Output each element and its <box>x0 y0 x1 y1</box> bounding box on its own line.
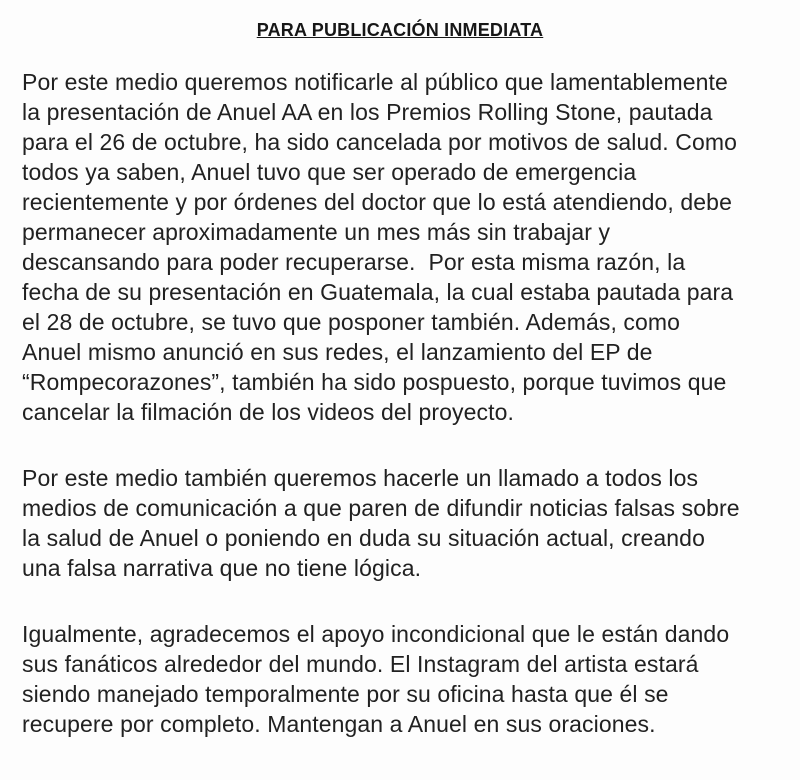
text-line: medios de comunicación a que paren de difundir noticias falsas sobre <box>22 495 740 521</box>
paragraph-cancellation <box>22 67 772 427</box>
document-body <box>0 41 800 739</box>
text-line: “Rompecorazones”, también ha sido pospuesto, porque tuvimos que <box>22 369 727 395</box>
text-line: permanecer aproximadamente un mes más sin trabajar y <box>22 219 611 245</box>
text-line: el 28 de octubre, se tuvo que posponer también. Además, como <box>22 309 681 335</box>
text-line: Igualmente, agradecemos el apoyo incondicional que le están dando <box>22 621 730 647</box>
paragraph-media-plea <box>22 463 772 583</box>
text-line: cancelar la filmación de los videos del proyecto. <box>22 399 514 425</box>
text-line: fecha de su presentación en Guatemala, la cual estaba pautada para <box>22 279 734 305</box>
text-line: sus fanáticos alrededor del mundo. El Instagram del artista estará <box>22 651 699 677</box>
text-line: la presentación de Anuel AA en los Premios Rolling Stone, pautada <box>22 99 713 125</box>
paragraph-thanks <box>22 619 772 739</box>
text-line: una falsa narrativa que no tiene lógica. <box>22 555 422 581</box>
text-line: recupere por completo. Mantengan a Anuel en sus oraciones. <box>22 711 656 737</box>
text-line: Anuel mismo anunció en sus redes, el lanzamiento del EP de <box>22 339 653 365</box>
text-line: recientemente y por órdenes del doctor que lo está atendiendo, debe <box>22 189 732 215</box>
text-line: la salud de Anuel o poniendo en duda su situación actual, creando <box>22 525 705 551</box>
text-line: Por este medio queremos notificarle al público que lamentablemente <box>22 69 728 95</box>
text-line: siendo manejado temporalmente por su oficina hasta que él se <box>22 681 669 707</box>
text-line: para el 26 de octubre, ha sido cancelada por motivos de salud. Como <box>22 129 738 155</box>
text-line: Por este medio también queremos hacerle un llamado a todos los <box>22 465 699 491</box>
document-title: PARA PUBLICACIÓN INMEDIATA <box>256 20 544 40</box>
text-line: todos ya saben, Anuel tuvo que ser operado de emergencia <box>22 159 637 185</box>
text-line: descansando para poder recuperarse. Por esta misma razón, la <box>22 249 686 275</box>
